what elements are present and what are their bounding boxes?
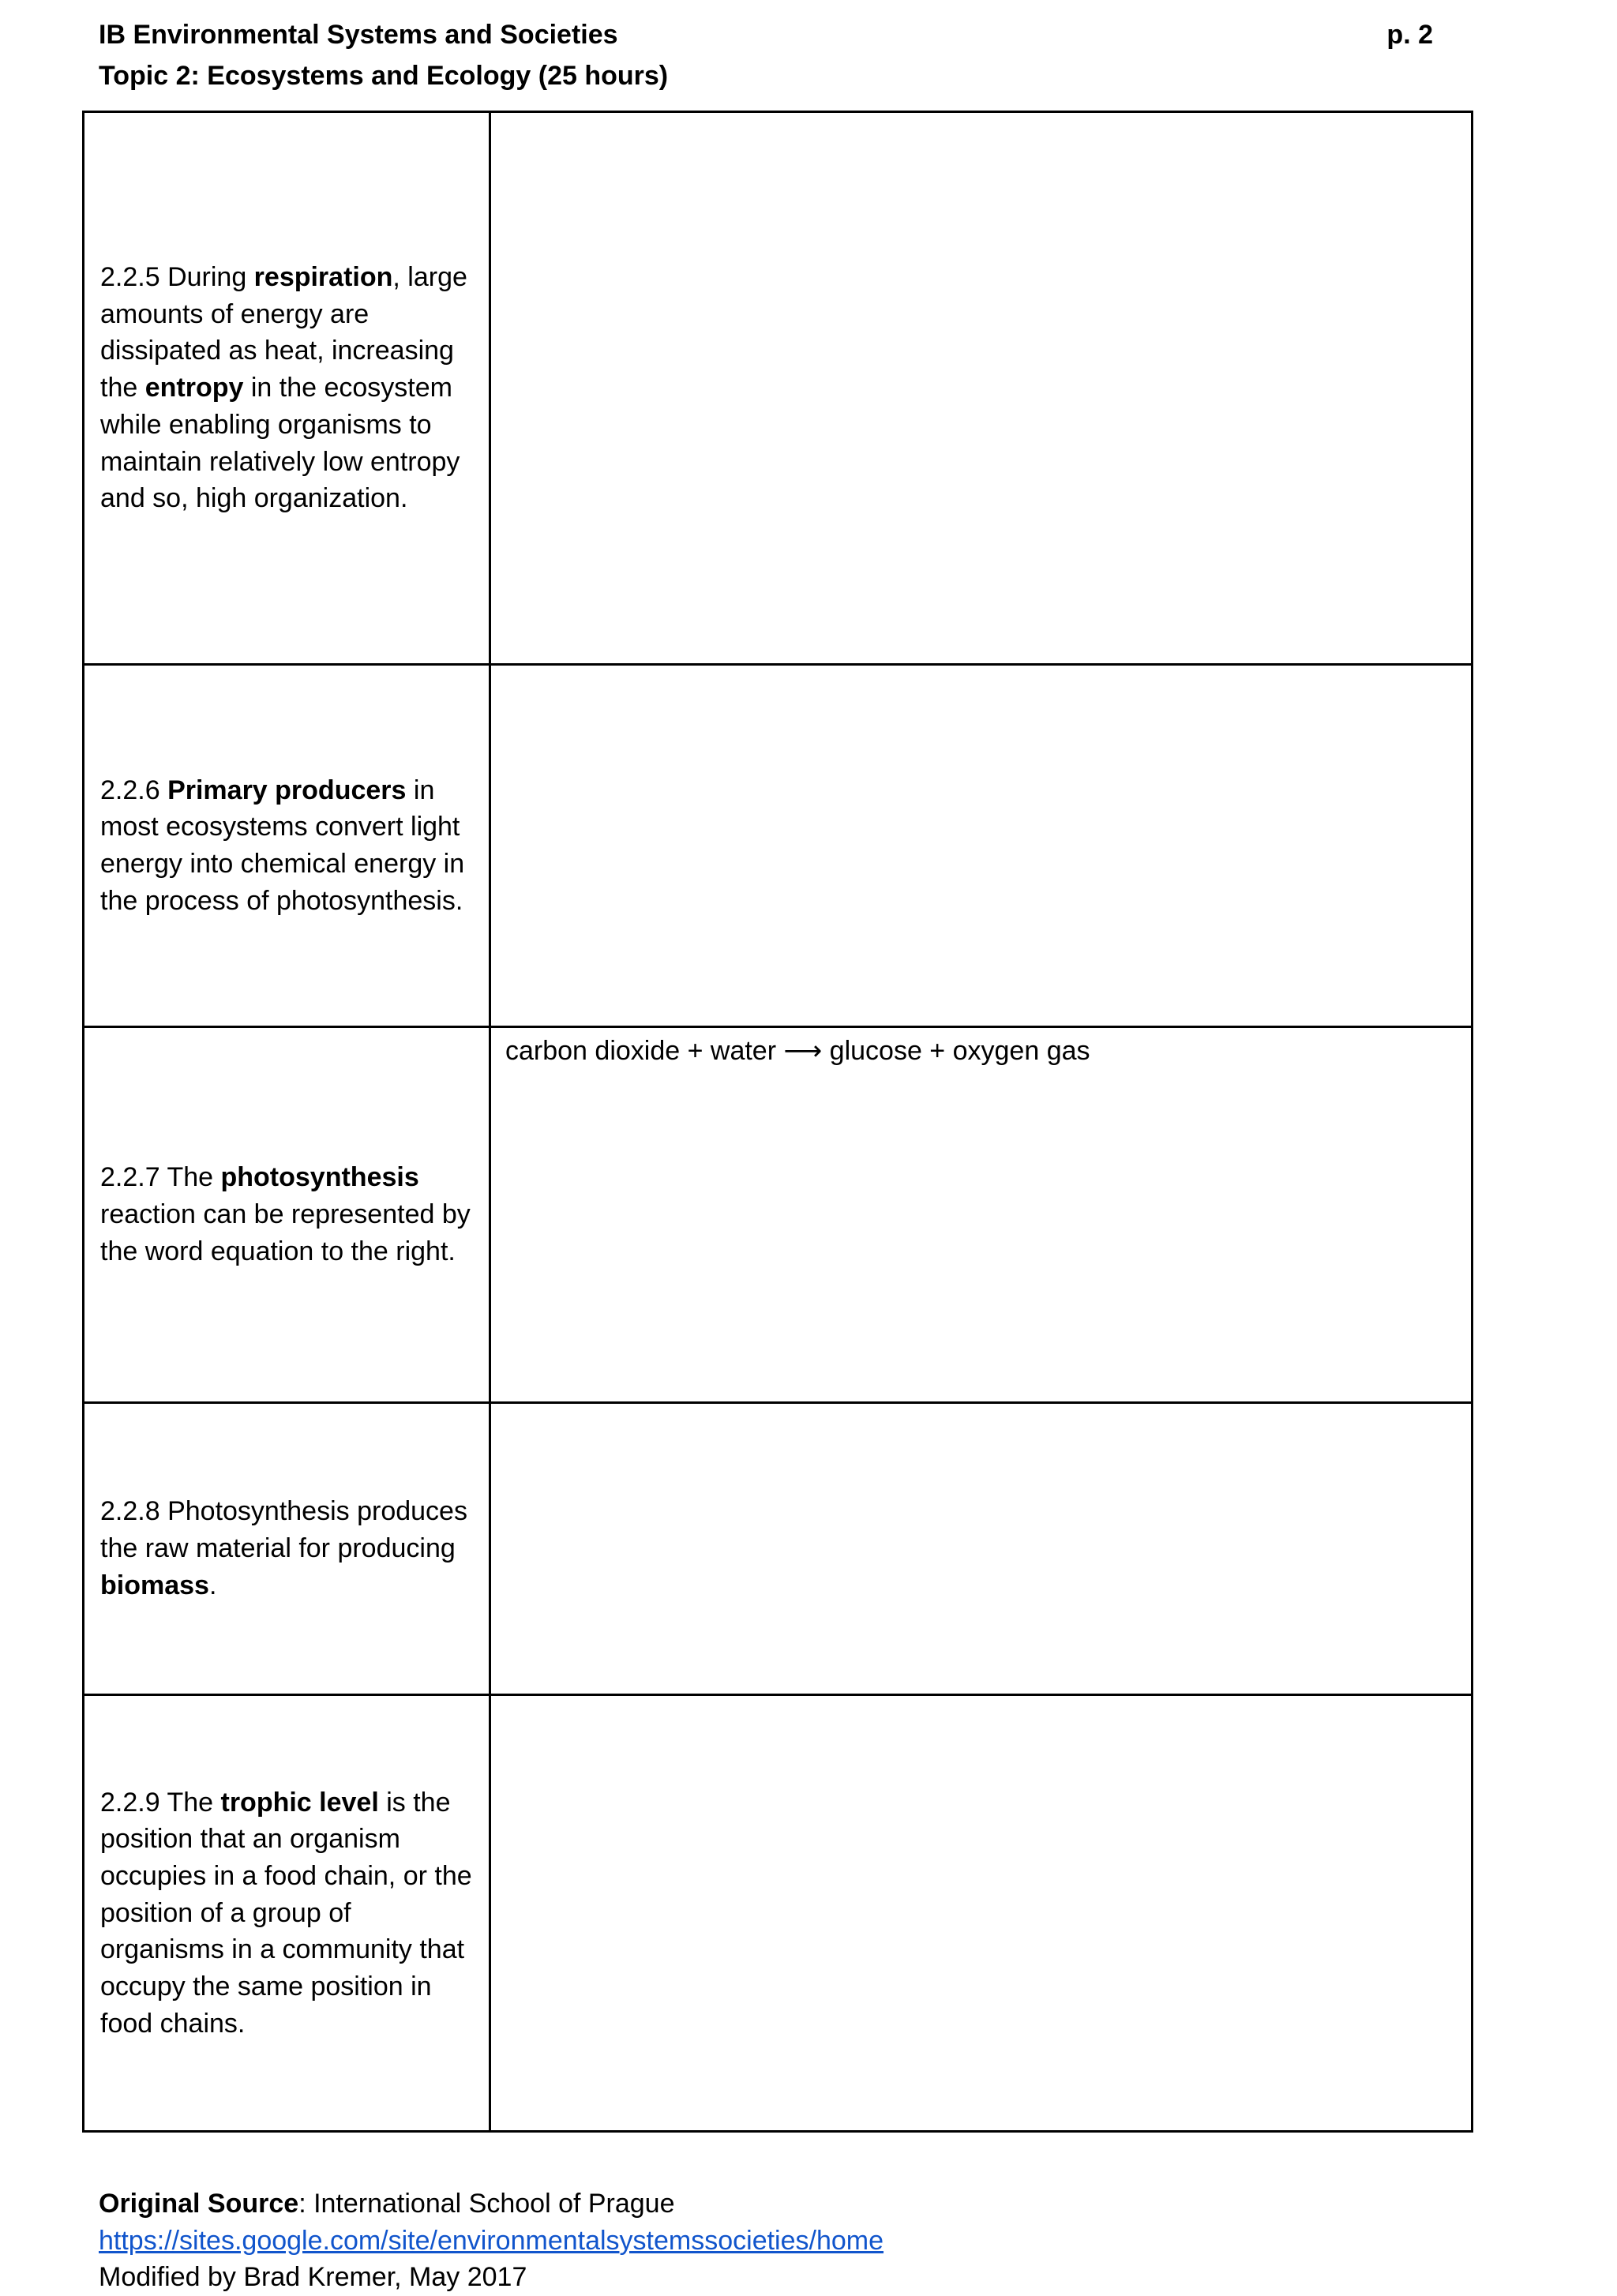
prompt-text: 2.2.8 Photosynthesis produces the raw material for producing [100, 1496, 467, 1564]
answer-cell[interactable]: carbon dioxide + water ⟶ glucose + oxygen gas [490, 1027, 1473, 1403]
prompt-cell [84, 665, 490, 1027]
prompt-text: is the position that an organism occupies in a food chain, or the position of a group of organisms in a community that occupy the same position in food chains. [100, 1787, 472, 2039]
prompt-cell [84, 1695, 490, 2132]
page-number: p. 2 [1386, 20, 1433, 50]
source-text: : International School of Prague [298, 2189, 675, 2219]
prompt-text: in the ecosystem while enabling organisms to maintain relatively low entropy and so, high organization. [100, 373, 460, 514]
answer-cell[interactable] [490, 1403, 1473, 1695]
prompt-text: , large amounts of energy are dissipated as heat, increasing the [100, 262, 467, 403]
table-row [84, 1695, 1473, 2132]
key-term: photosynthesis [220, 1162, 419, 1193]
key-term: respiration [253, 262, 393, 293]
prompt-text: 2.2.5 During [100, 262, 254, 293]
table-row [84, 112, 1473, 665]
prompt-text: 2.2.9 The [100, 1787, 221, 1818]
modified-by: Modified by Brad Kremer, May 2017 [99, 2262, 527, 2293]
source-link[interactable]: https://sites.google.com/site/environmentalsystemssocieties/home [99, 2225, 884, 2256]
answer-cell[interactable] [490, 112, 1473, 665]
document-header [99, 14, 1433, 96]
prompt-text: reaction can be represented by the word equation to the right. [100, 1199, 471, 1266]
prompt-text: . [208, 1570, 217, 1600]
course-title: IB Environmental Systems and Societies [99, 20, 618, 50]
prompt-text: 2.2.7 The [100, 1162, 221, 1193]
prompt-text: in most ecosystems convert light energy into chemical energy in the process of photosynthesis. [100, 775, 465, 916]
document-footer [99, 2185, 884, 2296]
prompt-cell [84, 112, 490, 665]
prompt-text: 2.2.6 [100, 775, 168, 805]
key-term: trophic level [220, 1787, 379, 1818]
answer-cell[interactable] [490, 1695, 1473, 2132]
table-row [84, 665, 1473, 1027]
table-row [84, 1403, 1473, 1695]
key-term: Primary producers [167, 775, 407, 805]
prompt-cell [84, 1027, 490, 1403]
topic-title: Topic 2: Ecosystems and Ecology (25 hours) [99, 61, 669, 91]
answer-cell[interactable] [490, 665, 1473, 1027]
key-term: entropy [144, 373, 244, 403]
prompt-cell [84, 1403, 490, 1695]
source-label: Original Source [99, 2189, 299, 2219]
key-term: biomass [100, 1570, 209, 1600]
worksheet-table [82, 111, 1473, 2133]
source-line [99, 2185, 884, 2223]
table-row [84, 1027, 1473, 1403]
